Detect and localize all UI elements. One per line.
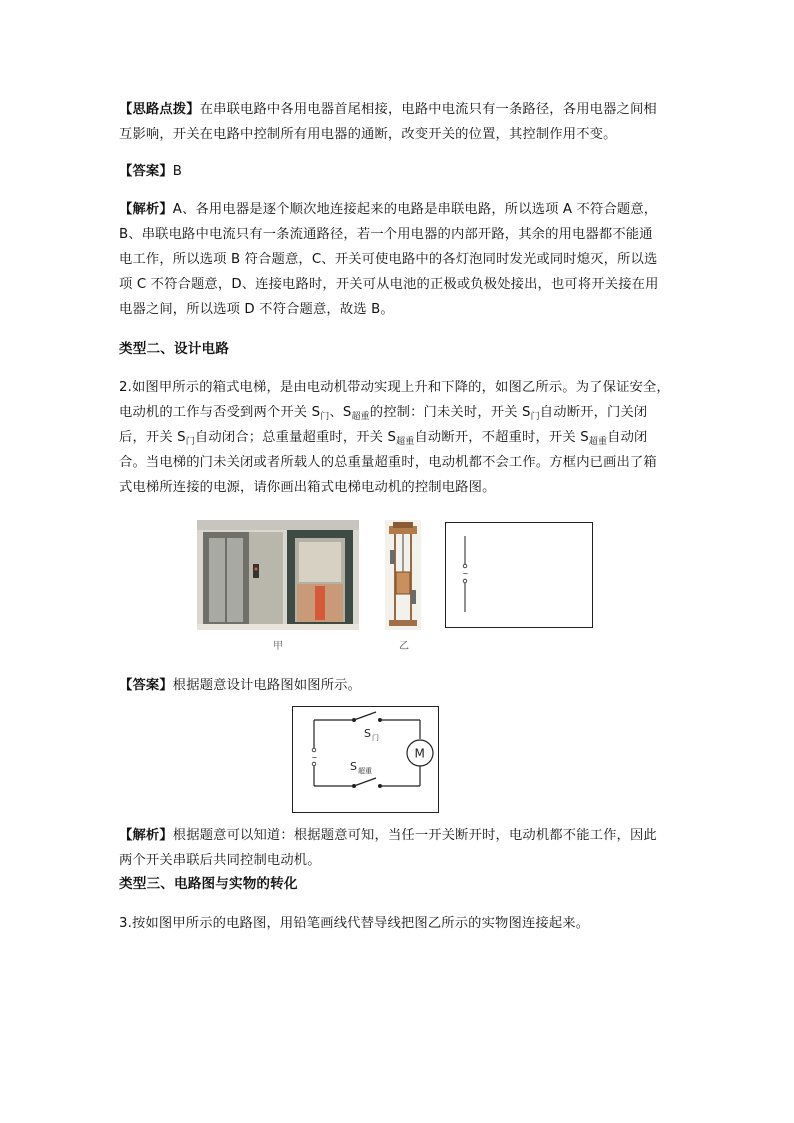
- caption-jia: 甲: [273, 641, 283, 652]
- question-2-line-1: 2.如图甲所示的箱式电梯，是由电动机带动实现上升和下降的，如图乙所示。为了保证安全，: [119, 380, 670, 395]
- analysis-1-line-2: B、串联电路中电流只有一条流通路径，若一个用电器的内部开路，其余的用电器都不能通: [119, 227, 653, 242]
- question-3: 3.按如图甲所示的电路图，用铅笔画线代替导线把图乙所示的实物图连接起来。: [119, 916, 590, 931]
- analysis-1-line-5: 电器之间，所以选项 D 不符合题意，故选 B。: [119, 302, 394, 317]
- caption-yi: 乙: [399, 641, 409, 652]
- switch-over-label: S: [350, 760, 357, 773]
- switch-door-label: S: [364, 727, 371, 740]
- question-2-line-2: 电动机的工作与否受到两个开关 $S_门$、$S_{超重}$的控制：门未关时，开关 $S_门$自动断开，门关闭: [119, 405, 648, 422]
- svg-text:~: ~: [462, 570, 469, 578]
- question-2: [119, 375, 679, 500]
- answer-1: [119, 159, 679, 184]
- source-terminal-top: [312, 748, 316, 752]
- hint-label: 【思路点拨】: [119, 102, 200, 117]
- question-2-line-3: 后，开关 $S_门$自动闭合；总重量超重时，开关 $S_{超重}$自动断开，不超重时，开关 $S_{超重}$自动闭: [119, 430, 648, 447]
- power-source-box: [445, 522, 593, 628]
- switch-door-sub: 门: [372, 734, 379, 742]
- question-2-line-4: 合。当电梯的门未关闭或者所载人的总重量超重时，电动机都不会工作。方框内已画出了箱: [119, 455, 657, 470]
- question-2-line-5: 式电梯所连接的电源，请你画出箱式电梯电动机的控制电路图。: [119, 480, 496, 495]
- answer-2: [119, 673, 679, 698]
- analysis-1-line-1: A、各用电器是逐个顺次地连接起来的电路是串联电路，所以选项 A 不符合题意，: [172, 202, 658, 217]
- analysis-2-line-2: 两个开关串联后共同控制电动机。: [119, 853, 321, 868]
- section-2-title: 类型二、设计电路: [119, 341, 229, 357]
- motor-label: M: [414, 746, 425, 761]
- elevator-structure-figure: [385, 520, 421, 630]
- analysis-1: [119, 197, 679, 322]
- analysis-2-line-1: 根据题意可以知道：根据题意可知，当任一开关断开时，电动机都不能工作，因此: [172, 828, 657, 843]
- switch-over-sub: 超重: [358, 767, 372, 775]
- section-3-title: 类型三、电路图与实物的转化: [119, 876, 298, 892]
- analysis-2-label: 【解析】: [119, 828, 173, 843]
- source-terminal-bottom: [312, 762, 316, 766]
- answer-1-label: 【答案】: [119, 164, 173, 179]
- analysis-1-label: 【解析】: [119, 202, 173, 217]
- answer-2-label: 【答案】: [119, 678, 173, 693]
- source-symbol: ~: [311, 754, 318, 762]
- elevator-photo: [197, 520, 359, 630]
- hint-paragraph: [119, 97, 679, 147]
- answer-1-value: B: [172, 164, 183, 179]
- circuit-diagram: [292, 706, 439, 813]
- hint-line-1: 在串联电路中各用电器首尾相接，电路中电流只有一条路径，各用电器之间相: [199, 102, 657, 117]
- answer-2-text: 根据题意设计电路图如图所示。: [172, 678, 362, 693]
- analysis-1-line-4: 项 C 不符合题意，D、连接电路时，开关可从电池的正极或负极处接出，也可将开关接在用: [119, 277, 659, 292]
- analysis-2: [119, 823, 679, 873]
- hint-line-2: 互影响，开关在电路中控制所有用电器的通断，改变开关的位置，其控制作用不变。: [119, 127, 617, 142]
- analysis-1-line-3: 电工作，所以选项 B 符合题意，C、开关可使电路中的各灯泡同时发光或同时熄灭，所以选: [119, 252, 658, 267]
